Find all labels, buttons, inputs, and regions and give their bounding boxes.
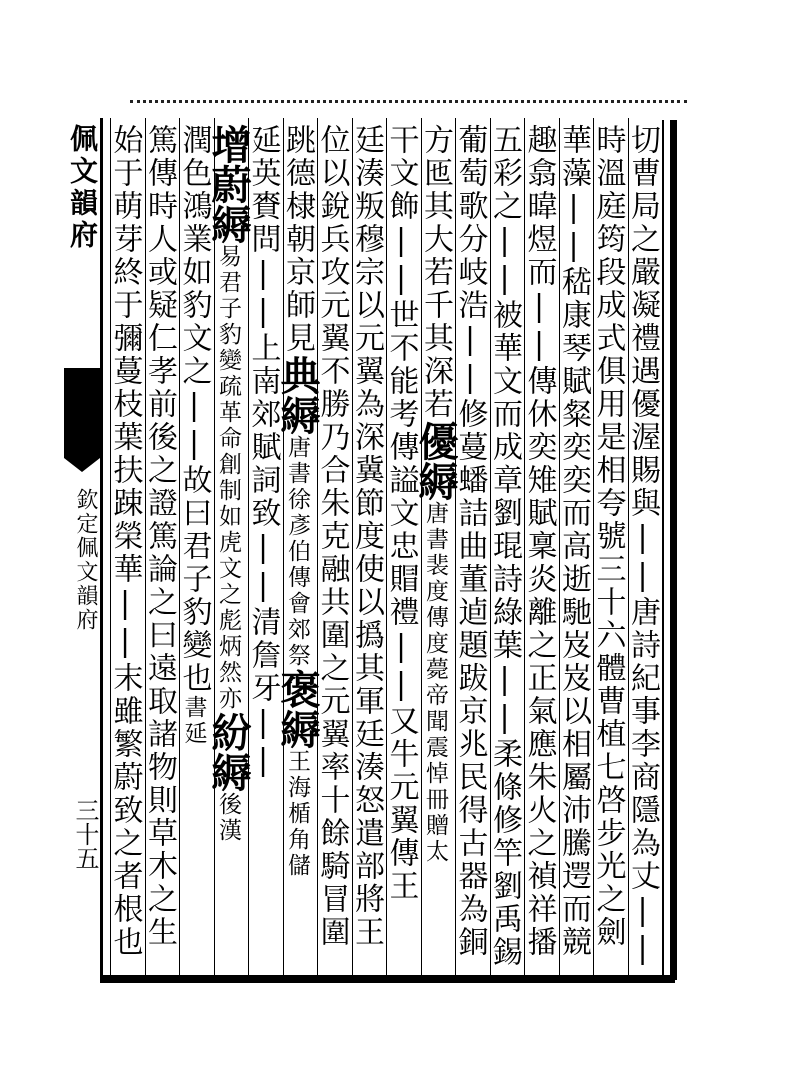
page-number: 三十五 xyxy=(71,798,99,870)
text-segment: 切曹局之嚴凝禮遇優渥賜與||唐詩紀事李商隱為丈|| xyxy=(625,124,660,969)
headword: 優縟 xyxy=(412,421,459,501)
text-segment: 王海楯角儲 xyxy=(284,749,310,879)
frame-right-border xyxy=(670,120,677,980)
frame-left-border xyxy=(100,118,103,980)
text-segment: 唐書裴度傳度薨帝聞震悼冊贈太 xyxy=(422,501,448,865)
text-segment: 傳謚文忠賵禮||又牛元翼傳王 xyxy=(383,431,419,903)
text-column xyxy=(274,118,321,978)
headword: 典縟 xyxy=(274,355,321,435)
book-subtitle: 欽定佩文韻府 xyxy=(73,488,98,632)
text-column xyxy=(412,118,459,978)
text-column xyxy=(107,118,145,978)
headword: 增蔚縟 xyxy=(205,124,252,244)
text-segment: 干文飾||世不能考 xyxy=(383,124,419,431)
text-column xyxy=(487,118,525,978)
text-column xyxy=(142,118,180,978)
text-column xyxy=(556,118,594,978)
fish-tail-mark xyxy=(64,368,100,458)
text-segment: 書延 xyxy=(180,695,207,747)
text-column xyxy=(349,118,387,978)
text-segment: 方匜其大若千其深若 xyxy=(418,124,453,421)
text-segment: 葡萄歌分岐浩||修蔓蟠詰曲董逌題跋京兆民得古器為銅 xyxy=(452,124,488,959)
text-segment: 廷湊叛穆宗以元翼為深冀節度使以撝其軍廷湊怒遣部將王 xyxy=(349,124,384,949)
text-segment: 五彩之||被華文而成章劉琨詩綠葉||柔條修竿劉禹錫 xyxy=(487,124,522,969)
text-segment: 潤色鴻業如豹文之||故曰君子豹變也 xyxy=(176,124,212,695)
text-segment: 後漢 xyxy=(215,792,241,844)
text-column xyxy=(625,118,663,978)
text-segment: 趣翕暐煜而||傳休奕雉賦稟炎離之正氣應朱火之禎祥播 xyxy=(521,124,557,959)
text-column xyxy=(590,118,628,978)
text-segment: 篤傳時人或疑仁孝前後之證篤論之曰遠取諸物則草木之生 xyxy=(142,124,177,949)
frame-right-inner-border xyxy=(662,120,664,980)
text-segment: 華藻||嵇康琴賦粲奕奕而高逝馳岌岌以相屬沛騰遌而競 xyxy=(556,124,591,959)
top-border-rule xyxy=(130,100,687,103)
text-column xyxy=(245,118,283,978)
text-column xyxy=(314,118,352,978)
text-column xyxy=(521,118,559,978)
text-segment: 跳德棣朝京師見 xyxy=(280,124,315,355)
headword: 紛縟 xyxy=(205,712,252,792)
text-column xyxy=(383,118,421,978)
headword: 褒縟 xyxy=(274,669,321,749)
text-segment: 時溫庭筠段成式俱用是相夸號三十六體曹植七啓步光之劍 xyxy=(590,124,626,949)
text-column xyxy=(176,118,214,978)
text-segment: 易君子豹變疏革命創制如虎文之彪炳然亦 xyxy=(215,244,241,712)
text-segment: 始于萌芽終于彌蔓枝葉扶踈榮華||末雖繁蔚致之者根也 xyxy=(107,124,143,959)
text-segment: 延英賚問||上南郊賦詞致||清詹牙|| xyxy=(245,124,281,781)
text-column xyxy=(205,118,252,978)
text-segment: 位以銳兵攻元翼不勝乃合朱克融共圍之元翼率十餘騎冒圍 xyxy=(314,124,350,949)
text-column xyxy=(452,118,490,978)
book-title: 佩文韻府 xyxy=(66,124,99,252)
text-segment: 唐書徐彥伯傳會郊祭 xyxy=(284,435,310,669)
fore-edge-margin xyxy=(60,118,100,978)
